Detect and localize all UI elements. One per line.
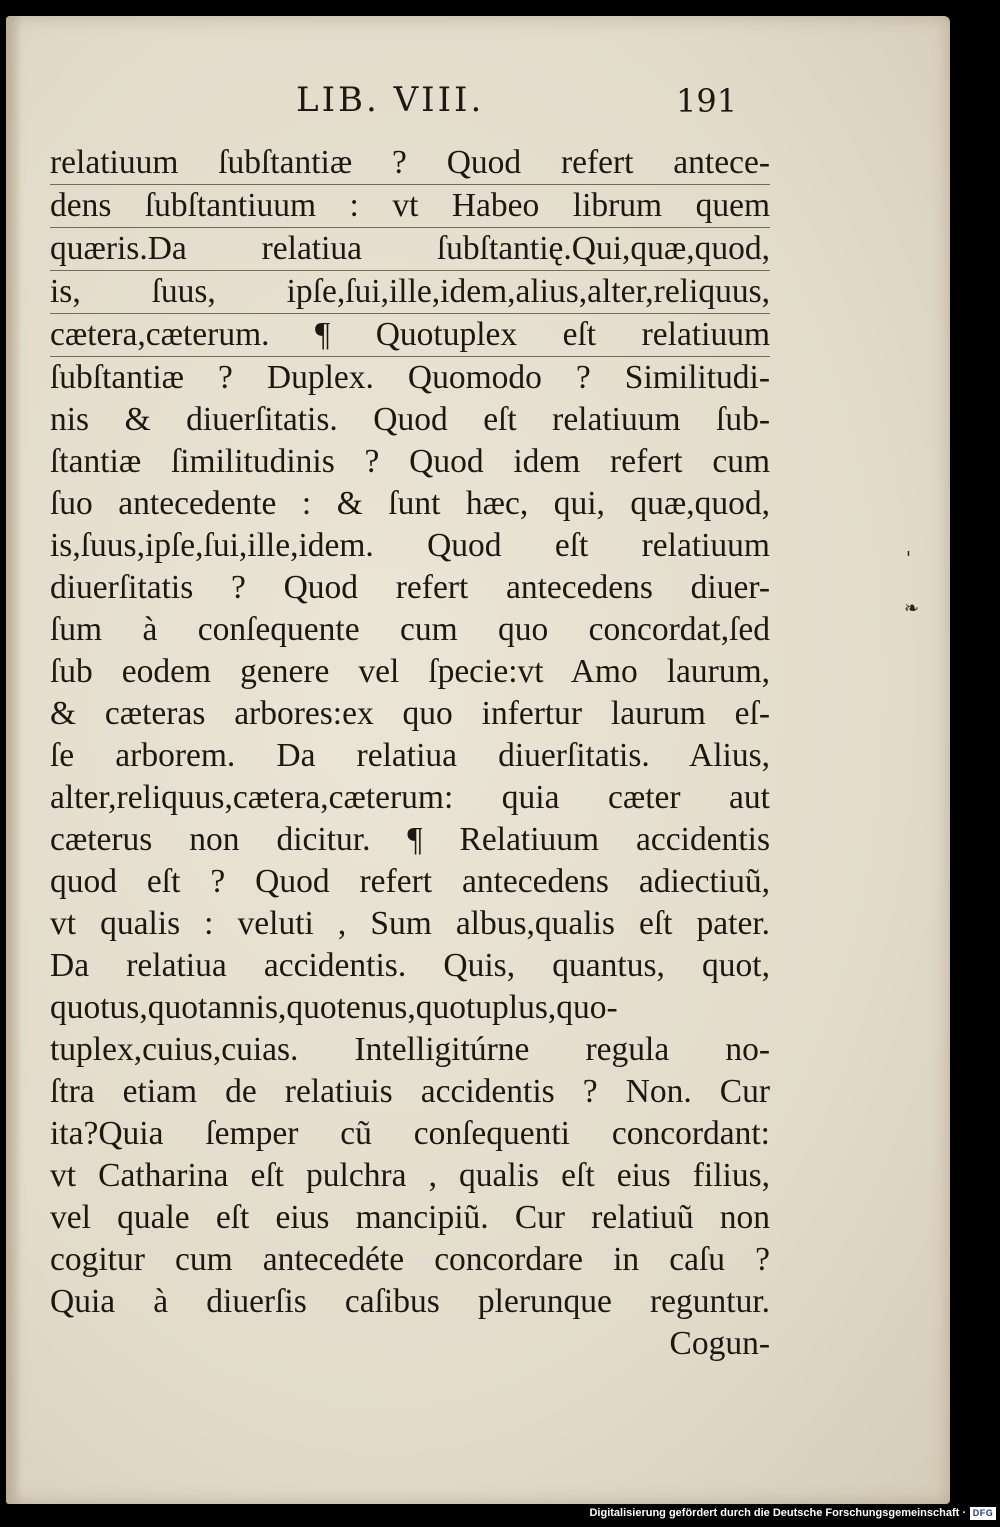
- text-line: ſtra etiam de relatiuis accidentis ? Non. Cur: [50, 1073, 770, 1110]
- text-line: tuplex,cuius,cuias. Intelligitúrne regula no-: [50, 1031, 770, 1068]
- text-line: alter,reliquus,cætera,cæterum: quia cæter aut: [50, 779, 770, 816]
- body-text: [50, 142, 770, 1365]
- text-line: ita?Quia ſemper cũ conſequenti concordant:: [50, 1115, 770, 1152]
- text-line: is,ſuus,ipſe,ſui,ille,idem. Quod eſt relatiuum: [50, 527, 770, 564]
- page-gutter-shadow: [6, 16, 22, 1504]
- text-line: vt Catharina eſt pulchra , qualis eſt eius filius,: [50, 1157, 770, 1194]
- book-page: [6, 16, 950, 1504]
- text-line: ſe arborem. Da relatiua diuerſitatis. Alius,: [50, 737, 770, 774]
- running-head: [296, 80, 776, 140]
- text-line: vt qualis : veluti , Sum albus,qualis eſt pater.: [50, 905, 770, 942]
- text-line: diuerſitatis ? Quod refert antecedens diuer-: [50, 569, 770, 606]
- margin-mark-icon: ': [906, 548, 911, 569]
- text-line: ſum à conſequente cum quo concordat,ſed: [50, 611, 770, 648]
- text-line: ſuo antecedente : & ſunt hæc, qui, quæ,quod,: [50, 485, 770, 522]
- running-title: LIB. VIII.: [296, 80, 485, 120]
- text-line: dens ſubſtantiuum : vt Habeo librum quem: [50, 185, 770, 228]
- text-line: vel quale eſt eius mancipiũ. Cur relatiuũ non: [50, 1199, 770, 1236]
- text-line: nis & diuerſitatis. Quod eſt relatiuum ſub-: [50, 401, 770, 438]
- text-line: quotus,quotannis,quotenus,quotuplus,quo-: [50, 989, 618, 1026]
- text-line: quod eſt ? Quod refert antecedens adiectiuũ,: [50, 863, 770, 900]
- dfg-credit-text: Digitalisierung gefördert durch die Deutsche Forschungsgemeinschaft ·: [589, 1507, 966, 1519]
- text-line: relatiuum ſubſtantiæ ? Quod refert antece-: [50, 142, 770, 185]
- margin-mark-icon: ❧: [904, 598, 920, 619]
- text-line: ſtantiæ ſimilitudinis ? Quod idem refert cum: [50, 443, 770, 480]
- text-line: is, ſuus, ipſe,ſui,ille,idem,alius,alter,reliquus,: [50, 271, 770, 314]
- text-line: ſub eodem genere vel ſpecie:vt Amo laurum,: [50, 653, 770, 690]
- text-line: cogitur cum antecedéte concordare in caſu ?: [50, 1241, 770, 1278]
- text-line: cætera,cæterum. ¶ Quotuplex eſt relatiuum: [50, 314, 770, 357]
- dfg-logo-icon: DFG: [970, 1507, 996, 1520]
- catchword: Cogun-: [669, 1325, 770, 1362]
- text-line: Da relatiua accidentis. Quis, quantus, quot,: [50, 947, 770, 984]
- text-line: quæris.Da relatiua ſubſtantię.Qui,quæ,quod,: [50, 228, 770, 271]
- text-line: & cæteras arbores:ex quo infertur laurum eſ-: [50, 695, 770, 732]
- text-line: ſubſtantiæ ? Duplex. Quomodo ? Similitudi-: [50, 359, 770, 396]
- text-line: cæterus non dicitur. ¶ Relatiuum accidentis: [50, 821, 770, 858]
- text-line: Quia à diuerſis caſibus plerunque reguntur.: [50, 1283, 770, 1320]
- page-number: 191: [676, 82, 738, 120]
- digitization-credit: [589, 1505, 996, 1521]
